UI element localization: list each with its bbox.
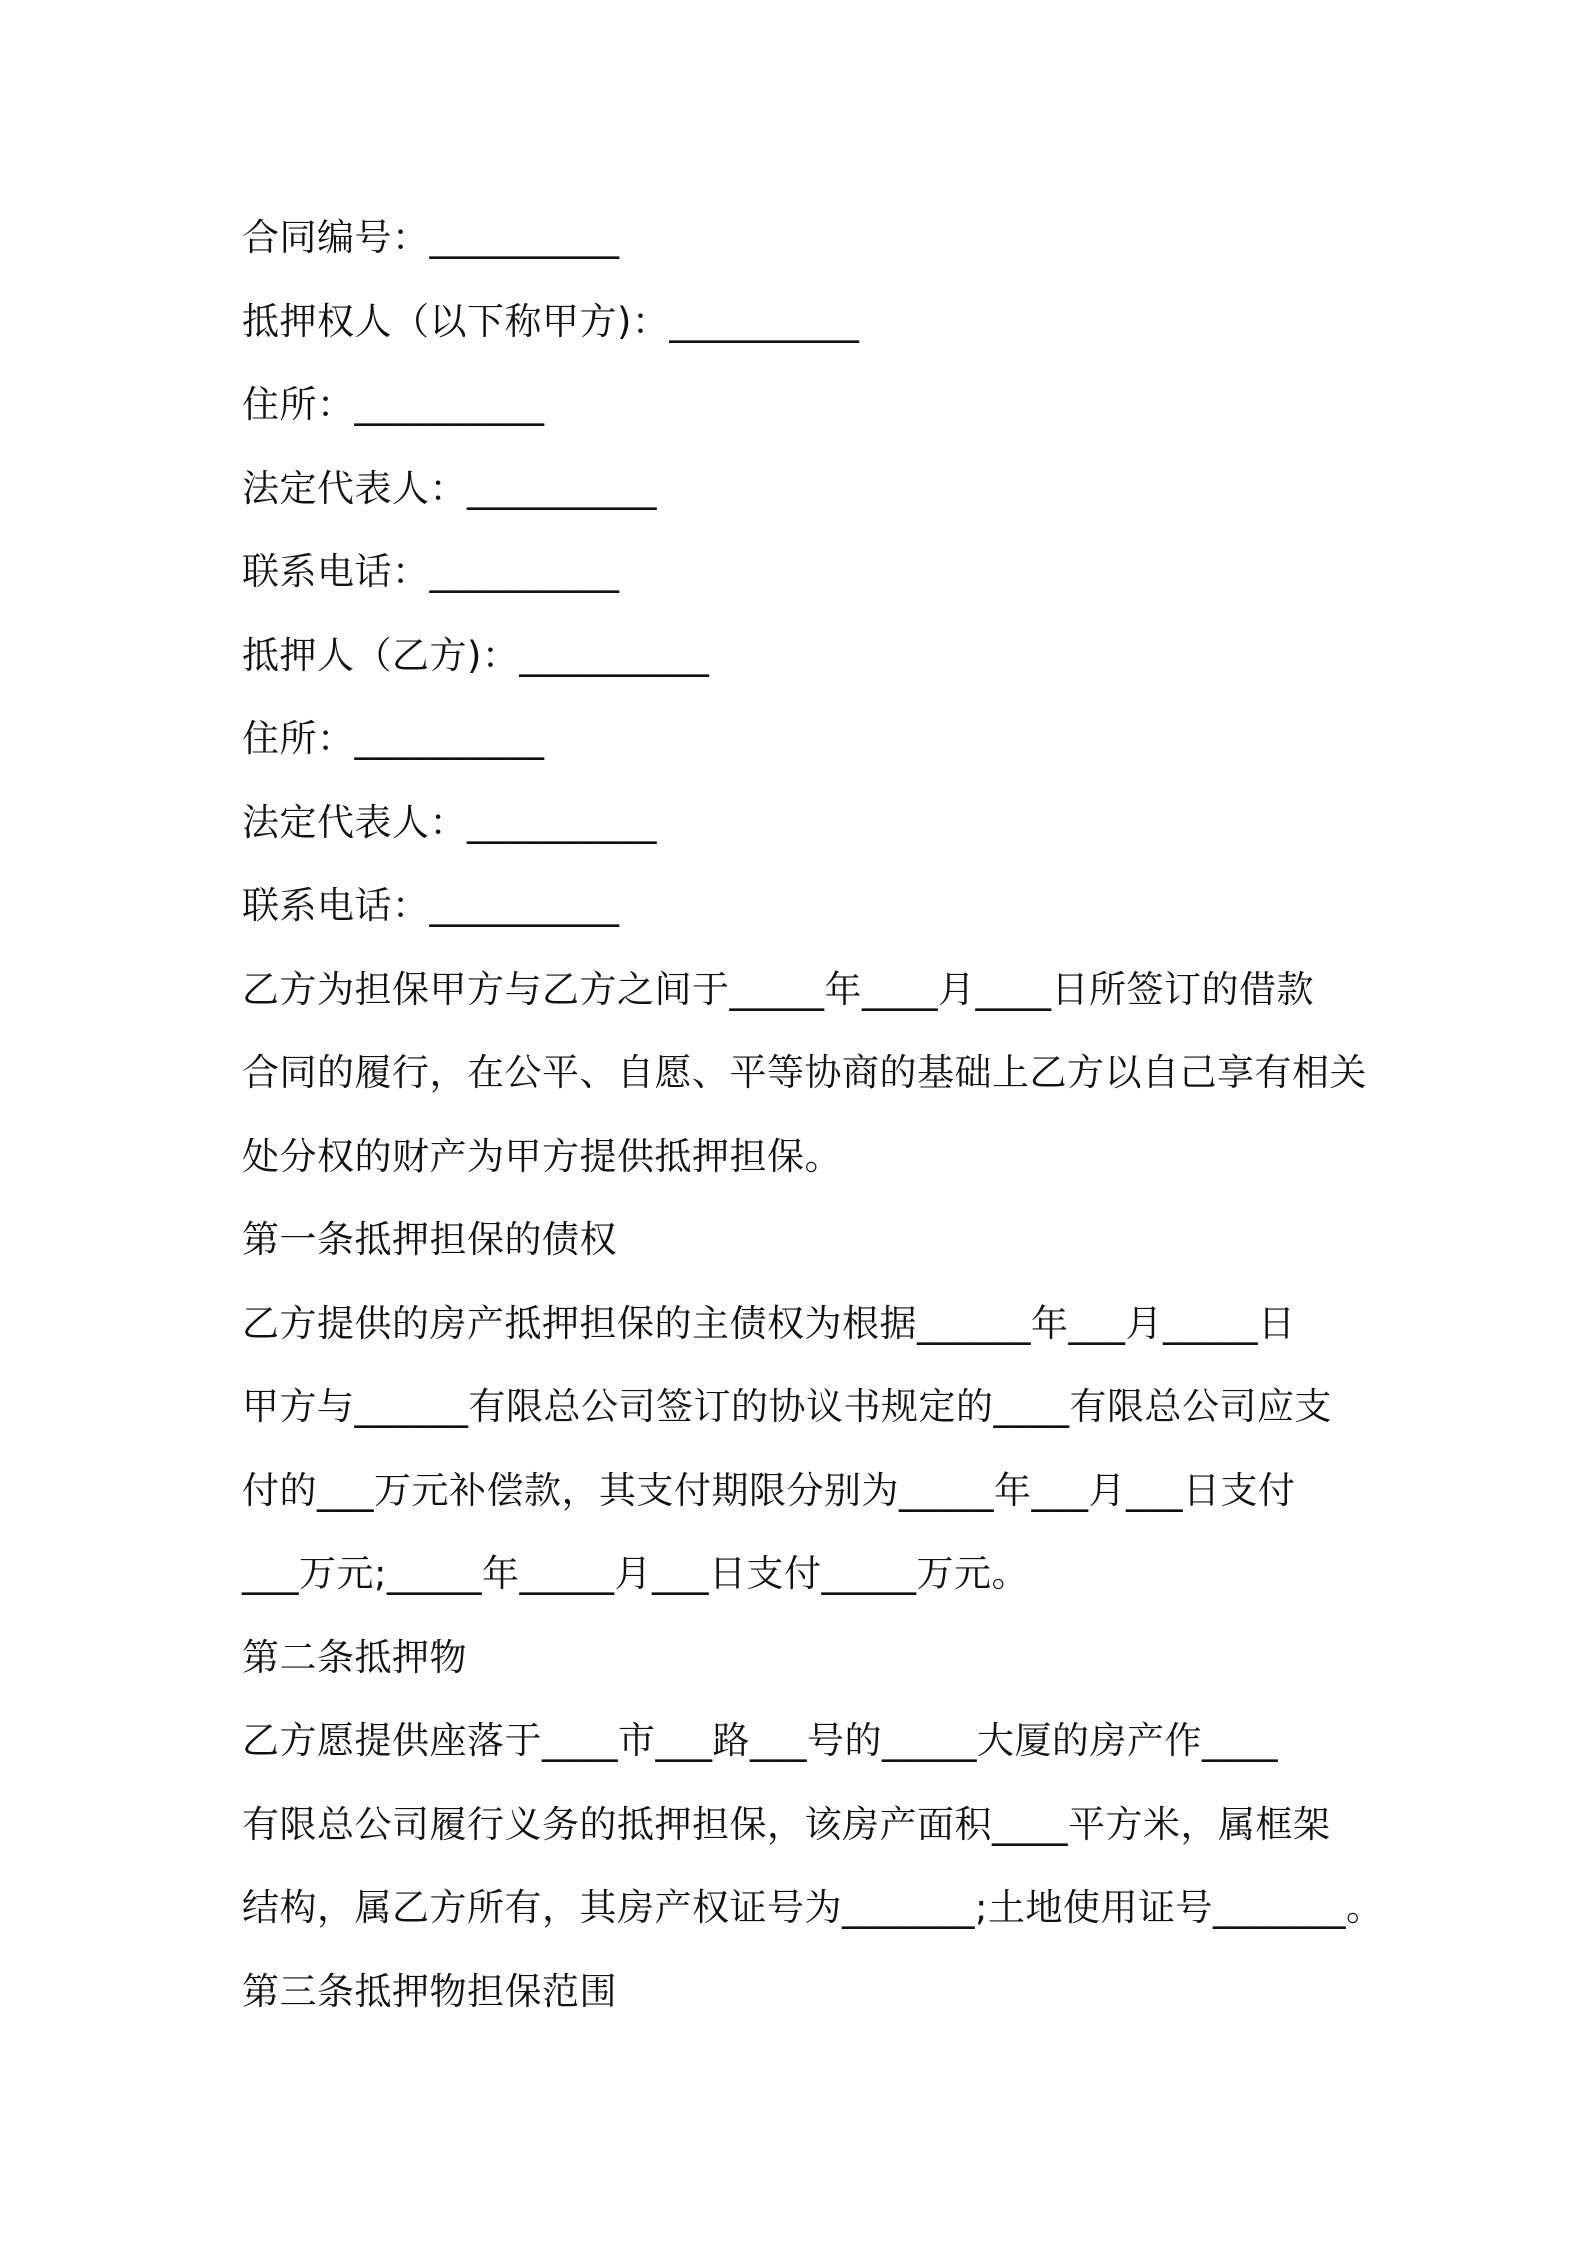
mortgagee-phone-line: 联系电话：__________ [242, 550, 620, 593]
article-1-heading: 第一条抵押担保的债权 [242, 1218, 617, 1261]
mortgagor-phone-line: 联系电话：__________ [242, 884, 620, 927]
mortgagor-legal-rep-line: 法定代表人：__________ [242, 800, 657, 844]
article-1-line-1: 乙方提供的房产抵押担保的主债权为根据______年___月_____日 [242, 1301, 1296, 1345]
mortgagee-legal-rep-line: 法定代表人：__________ [242, 466, 657, 510]
preamble-line-2: 合同的履行，在公平、自愿、平等协商的基础上乙方以自己享有相关 [242, 1051, 1367, 1094]
mortgagee-line: 抵押权人（以下称甲方)：__________ [242, 299, 860, 343]
article-3-heading: 第三条抵押物担保范围 [242, 1969, 617, 2013]
article-1-line-2: 甲方与______有限总公司签订的协议书规定的____有限总公司应支 [242, 1385, 1332, 1428]
article-2-heading: 第二条抵押物 [242, 1635, 467, 1679]
contract-number-line: 合同编号：__________ [242, 216, 620, 259]
preamble-line-1: 乙方为担保甲方与乙方之间于_____年____月____日所签订的借款 [242, 967, 1314, 1011]
mortgagor-line: 抵押人（乙方)：__________ [242, 633, 710, 677]
article-1-line-4: ___万元;_____年_____月___日支付_____万元。 [242, 1552, 1029, 1595]
article-2-line-2: 有限总公司履行义务的抵押担保，该房产面积____平方米，属框架 [242, 1802, 1331, 1846]
preamble-line-3: 处分权的财产为甲方提供抵押担保。 [242, 1134, 842, 1178]
contract-body [242, 196, 1384, 2033]
mortgagor-address-line: 住所：__________ [242, 717, 545, 760]
article-1-line-3: 付的___万元补偿款，其支付期限分别为_____年___月___日支付 [242, 1468, 1296, 1512]
mortgagee-address-line: 住所：__________ [242, 383, 545, 426]
article-2-line-1: 乙方愿提供座落于____市___路___号的_____大厦的房产作____ [242, 1719, 1278, 1762]
article-2-line-3: 结构，属乙方所有，其房产权证号为_______;土地使用证号_______。 [242, 1886, 1384, 1929]
